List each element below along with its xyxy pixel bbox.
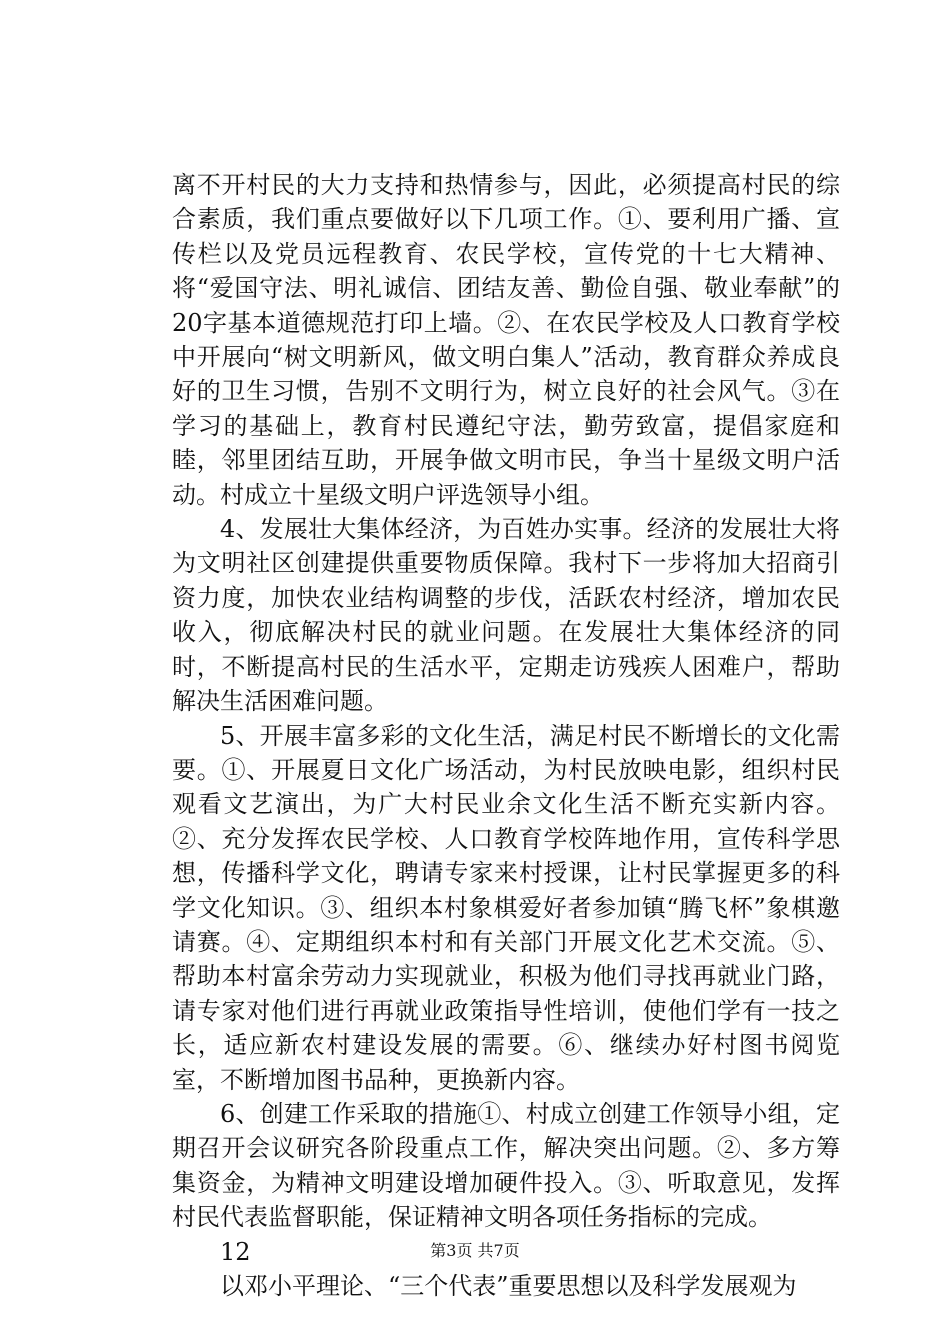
paragraph-continuation: 离不开村民的大力支持和热情参与，因此，必须提高村民的综合素质，我们重点要做好以下几项工作。①、要利用广播、宣传栏以及党员远程教育、农民学校，宣传党的十七大精神、将“爱国守法、明礼诚信、团结友善、勤俭自强、敬业奉献”的20字基本道德规范打印上墙。②、在农民学校及人口教育学校中开展向“树文明新风，做文明白集人”活动，教育群众养成良好的卫生习惯，告别不文明行为，树立良好的社会风气。③在学习的基础上，教育村民遵纪守法，勤劳致富，提倡家庭和睦，邻里团结互助，开展争做文明市民，争当十星级文明户活动。村成立十星级文明户评选领导小组。 — [172, 171, 840, 509]
paragraph-next-section: 以邓小平理论、“三个代表”重要思想以及科学发展观为 — [220, 1272, 797, 1300]
paragraph-item-6: 6、创建工作采取的措施①、村成立创建工作领导小组，定期召开会议研究各阶段重点工作，解决突出问题。②、多方筹集资金，为精神文明建设增加硬件投入。③、听取意见，发挥村民代表监督职能，保证精神文明各项任务指标的完成。 — [172, 1099, 840, 1232]
paragraph-item-5: 5、开展丰富多彩的文化生活，满足村民不断增长的文化需要。①、开展夏日文化广场活动，为村民放映电影，组织村民观看文艺演出，为广大村民业余文化生活不断充实新内容。②、充分发挥农民学校、人口教育学校阵地作用，宣传科学思想，传播科学文化，聘请专家来村授课，让村民掌握更多的科学文化知识。③、组织本村象棋爱好者参加镇“腾飞杯”象棋邀请赛。④、定期组织本村和有关部门开展文化艺术交流。⑤、帮助本村富余劳动力实现就业，积极为他们寻找再就业门路，请专家对他们进行再就业政策指导性培训，使他们学有一技之长，适应新农村建设发展的需要。⑥、继续办好村图书阅览室，不断增加图书品种，更换新内容。 — [172, 721, 840, 1094]
page-number-footer: 第3页 共7页 — [430, 1241, 520, 1260]
section-number: 12 — [220, 1237, 251, 1266]
paragraph-item-4: 4、发展壮大集体经济，为百姓办实事。经济的发展壮大将为文明社区创建提供重要物质保障。我村下一步将加大招商引资力度，加快农业结构调整的步伐，活跃农村经济，增加农民收入，彻底解决村民的就业问题。在发展壮大集体经济的同时，不断提高村民的生活水平，定期走访残疾人困难户，帮助解决生活困难问题。 — [172, 515, 840, 716]
document-body — [172, 168, 840, 1303]
